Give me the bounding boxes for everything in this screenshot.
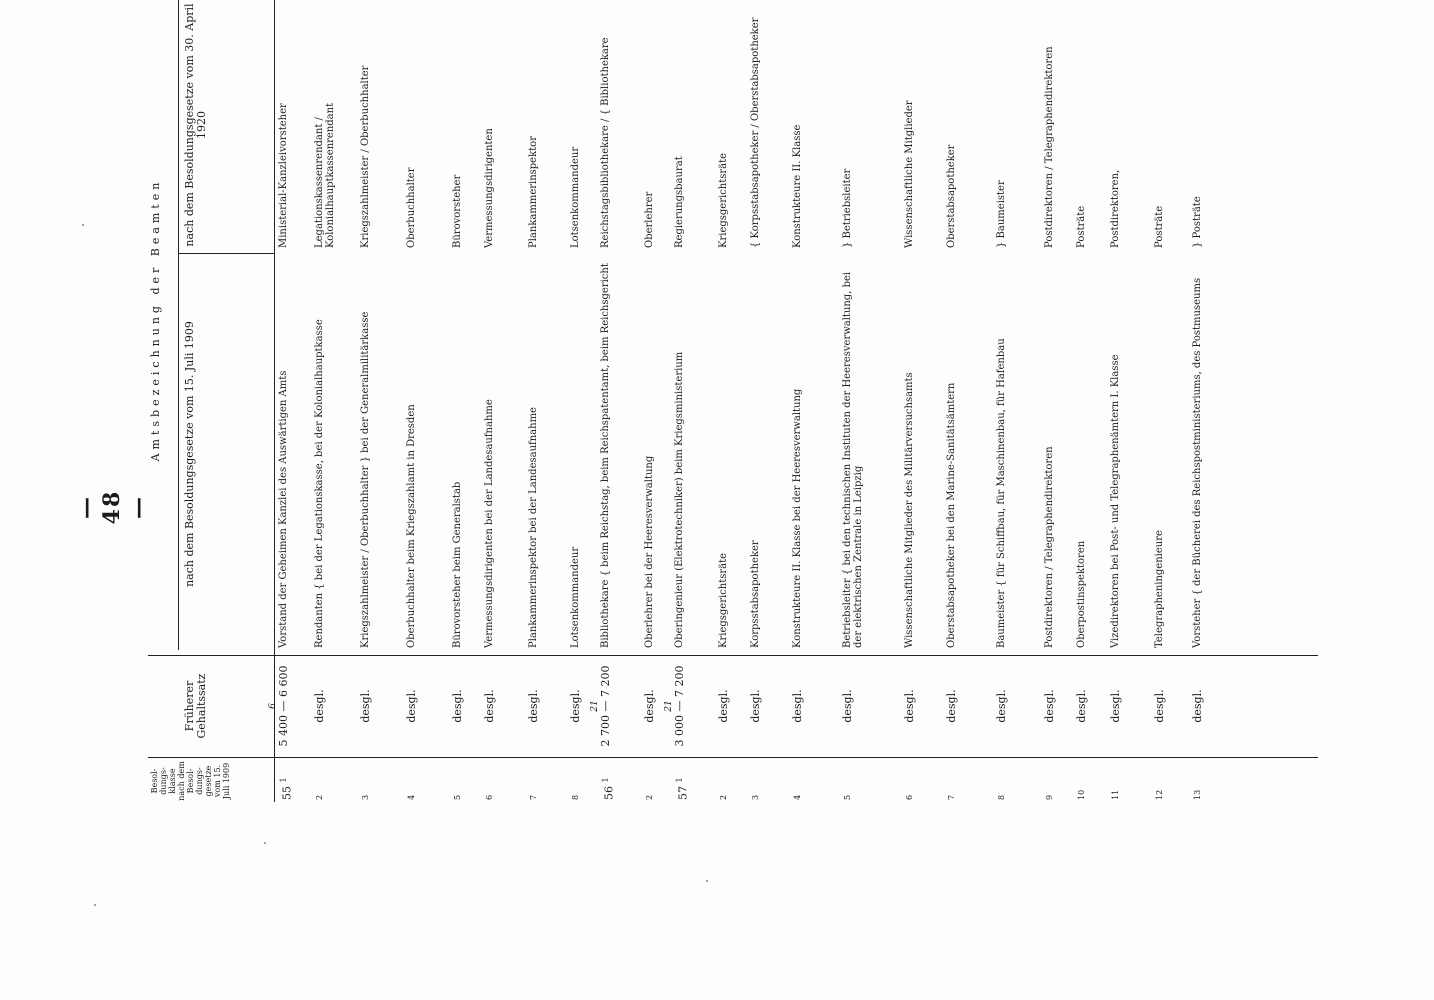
class-number xyxy=(1110,770,1125,800)
salary: desgl. xyxy=(569,689,582,723)
old-title: Wissenschaftliche Mitglieder des Militärversuchsamts xyxy=(904,372,915,648)
class-number: 57 $^1$ xyxy=(675,777,690,800)
old-title: Konstrukteure II. Klasse bei der Heeresverwaltung xyxy=(792,388,803,648)
sub-number: 5 xyxy=(453,794,462,800)
class-number: 56 $^1$ xyxy=(601,777,616,800)
new-title: Reichstagsbibliothekare / { Bibliothekare xyxy=(600,37,611,248)
sub-number: 2 xyxy=(719,794,728,800)
salary: desgl. xyxy=(995,689,1008,723)
rule-1 xyxy=(148,757,1318,758)
sub-number: 6 xyxy=(905,794,914,800)
class-number xyxy=(484,770,499,800)
class-number xyxy=(718,770,733,800)
class-number xyxy=(314,770,329,800)
salary: desgl. xyxy=(359,689,372,723)
class-number xyxy=(996,770,1011,800)
new-title: Posträte xyxy=(1076,205,1087,248)
old-title: Betriebsleiter { bei den technischen Instituten der Heeresverwaltung, bei der elektrischen Zentrale in Leipzig xyxy=(842,271,864,648)
class-number xyxy=(360,770,375,800)
sub-number: 9 xyxy=(1045,794,1054,800)
salary: desgl. xyxy=(483,689,496,723)
class-number xyxy=(1044,770,1059,800)
sub-number: 1 xyxy=(675,777,684,783)
class-number xyxy=(452,770,467,800)
new-title: Wissenschaftliche Mitglieder xyxy=(904,100,915,248)
salary: desgl. xyxy=(945,689,958,723)
rule-3 xyxy=(178,253,274,254)
new-title: Regierungsbaurat xyxy=(674,156,685,248)
header-salary: Früherer Gehaltssatz xyxy=(183,673,208,739)
new-title: Kriegszahlmeister / Oberbuchhalter xyxy=(360,65,371,248)
salary: desgl. xyxy=(717,689,730,723)
old-title: Vermessungsdirigenten bei der Landesaufnahme xyxy=(484,399,495,648)
salary: desgl. xyxy=(1075,689,1088,723)
salary-footnote: 21 xyxy=(664,700,674,712)
old-title: Oberbuchhalter beim Kriegszahlamt in Dresden xyxy=(406,404,417,648)
sub-number: 5 xyxy=(843,794,852,800)
salary: desgl. xyxy=(313,689,326,723)
salary: desgl. xyxy=(451,689,464,723)
scan-speck xyxy=(706,880,708,882)
salary: 2 700 — 7 200 21 xyxy=(600,660,611,752)
class-number xyxy=(946,770,961,800)
new-title: Bürovorsteher xyxy=(452,174,463,248)
old-title: Bürovorsteher beim Generalstab xyxy=(452,481,463,648)
class-number xyxy=(528,770,543,800)
header-class: Besol-dungs-klasse nach dem Besol-dungs-gesetze vom 15. Juli 1909 xyxy=(150,761,231,801)
new-title: } Posträte xyxy=(1192,196,1203,248)
page-number: — 48 — xyxy=(73,489,151,525)
sub-number: 4 xyxy=(407,794,416,800)
new-title: Lotsenkommandeur xyxy=(570,146,581,248)
new-title: Posträte xyxy=(1154,205,1165,248)
class-number xyxy=(904,770,919,800)
sub-number: 7 xyxy=(529,794,538,800)
old-title: Kriegsgerichtsräte xyxy=(718,552,729,648)
new-title: Oberlehrer xyxy=(644,191,655,248)
sub-number: 11 xyxy=(1111,789,1120,800)
salary: desgl. xyxy=(1153,689,1166,723)
new-title: { Korpsstabsapotheker / Oberstabsapotheker xyxy=(750,17,761,248)
salary-table xyxy=(148,3,1318,802)
sub-number: 1 xyxy=(279,777,288,783)
sub-number: 8 xyxy=(571,794,580,800)
new-title: Ministerial-Kanzleivorsteher xyxy=(278,103,289,248)
sub-number: 12 xyxy=(1155,789,1164,800)
class-number xyxy=(570,770,585,800)
scan-speck xyxy=(264,842,266,844)
header-old-title: nach dem Besoldungsgesetze vom 15. Juli 1909 xyxy=(183,321,196,587)
dfg-credit xyxy=(1416,12,1430,392)
old-title: Bibliothekare { beim Reichstag, beim Reichspatentamt, beim Reichsgericht xyxy=(600,263,611,648)
old-title: Lotsenkommandeur xyxy=(570,546,581,648)
sub-number: 13 xyxy=(1193,789,1202,800)
new-title: Oberbuchhalter xyxy=(406,167,417,248)
old-title: Baumeister { für Schiffbau, für Maschinenbau, für Hafenbau xyxy=(996,338,1007,648)
old-title: Telegrapheningenieure xyxy=(1154,530,1165,648)
salary-footnote: 6 xyxy=(268,703,278,709)
new-title: Konstrukteure II. Klasse xyxy=(792,124,803,248)
salary-table-wrapper xyxy=(148,3,1318,802)
class-number xyxy=(1192,770,1207,800)
scan-speck xyxy=(82,224,84,226)
old-title: Oberpostinspektoren xyxy=(1076,540,1087,648)
sub-number: 4 xyxy=(793,794,802,800)
new-title: Vermessungsdirigenten xyxy=(484,128,495,248)
sub-number: 6 xyxy=(485,794,494,800)
salary: desgl. xyxy=(791,689,804,723)
old-title: Oberlehrer bei der Heeresverwaltung xyxy=(644,455,655,648)
new-title: Oberstabsapotheker xyxy=(946,144,957,248)
sub-number: 10 xyxy=(1077,789,1086,800)
header-new-title: nach dem Besoldungsgesetze vom 30. April 1920 xyxy=(183,3,208,247)
old-title: Oberstabsapotheker bei den Marine-Sanitätsämtern xyxy=(946,382,957,648)
class-number xyxy=(1154,770,1169,800)
new-title: Kriegsgerichtsräte xyxy=(718,152,729,248)
title-group-rule xyxy=(178,0,179,650)
old-title: Korpsstabsapotheker xyxy=(750,540,761,648)
old-title: Kriegszahlmeister / Oberbuchhalter } bei der Generalmilitärkasse xyxy=(360,311,371,648)
class-number xyxy=(750,770,765,800)
salary-footnote: 21 xyxy=(590,700,600,712)
old-title: Rendanten { bei der Legationskasse, bei der Kolonialhauptkasse xyxy=(314,319,325,648)
new-title: Legationskassenrendant / Kolonialhauptkassenrendant xyxy=(314,102,336,248)
salary: desgl. xyxy=(841,689,854,723)
sub-number: 3 xyxy=(361,794,370,800)
scan-speck xyxy=(94,904,96,906)
salary: 3 000 — 7 200 21 xyxy=(674,660,685,752)
salary: desgl. xyxy=(527,689,540,723)
class-number: 55 $^1$ xyxy=(279,777,294,800)
old-title: Vorstand der Geheimen Kanzlei des Auswärtigen Amts xyxy=(278,370,289,648)
class-number xyxy=(792,770,807,800)
sub-number: 1 xyxy=(601,777,610,783)
salary: desgl. xyxy=(643,689,656,723)
old-title: Oberingenieur (Elektrotechniker) beim Kriegsministerium xyxy=(674,351,685,648)
sub-number: 3 xyxy=(751,794,760,800)
salary: 5 400 — 6 600 6 xyxy=(278,660,289,752)
new-title: Postdirektoren, xyxy=(1110,169,1121,248)
class-number xyxy=(842,770,857,800)
header-title-group: Amtsbezeichnung der Beamten xyxy=(149,178,162,462)
sub-number: 2 xyxy=(315,794,324,800)
new-title: } Baumeister xyxy=(996,180,1007,248)
salary: desgl. xyxy=(1191,689,1204,723)
class-number xyxy=(644,770,659,800)
old-title: Vorsteher { der Bücherei des Reichspostministeriums, des Postmuseums xyxy=(1192,277,1203,648)
old-title: Plankammerinspektor bei der Landesaufnahme xyxy=(528,407,539,648)
salary: desgl. xyxy=(749,689,762,723)
class-number xyxy=(406,770,421,800)
salary: desgl. xyxy=(405,689,418,723)
salary: desgl. xyxy=(903,689,916,723)
salary: desgl. xyxy=(1043,689,1056,723)
sub-number: 2 xyxy=(645,794,654,800)
rule-2 xyxy=(148,655,1318,656)
class-number xyxy=(1076,770,1091,800)
salary: desgl. xyxy=(1109,689,1122,723)
old-title: Vizedirektoren bei Post- und Telegraphenämtern I. Klasse xyxy=(1110,354,1121,648)
new-title: Plankammerinspektor xyxy=(528,136,539,248)
new-title: } Betriebsleiter xyxy=(842,168,853,248)
sub-number: 8 xyxy=(997,794,1006,800)
sub-number: 7 xyxy=(947,794,956,800)
old-title: Postdirektoren / Telegraphendirektoren xyxy=(1044,446,1055,648)
new-title: Postdirektoren / Telegraphendirektoren xyxy=(1044,46,1055,248)
